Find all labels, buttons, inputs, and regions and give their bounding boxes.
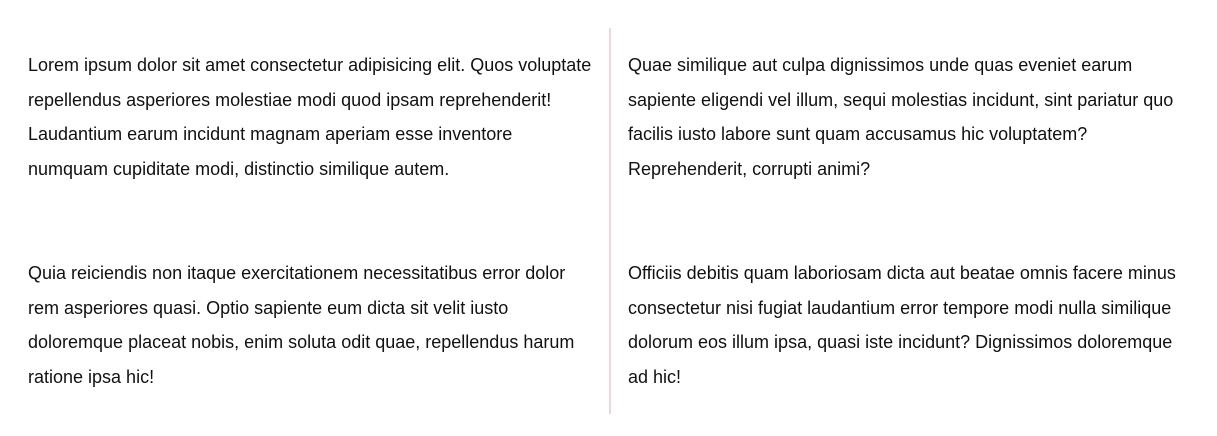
column-divider: [609, 28, 611, 414]
paragraph-bottom-right: Officiis debitis quam laboriosam dicta aut beatae omnis facere minus consectetur nisi fugiat laudantium error tempore modi nulla similique dolorum eos illum ipsa, quasi iste incidunt? Dignissimos doloremque ad hic!: [628, 263, 1176, 387]
paragraph-top-left: Lorem ipsum dolor sit amet consectetur adipisicing elit. Quos voluptate repellendus asperiores molestiae modi quod ipsam reprehenderit! Laudantium earum incidunt magnam aperiam esse inventore numquam cupiditate modi, distinctio similique autem.: [28, 55, 592, 179]
paragraph-top-right: Quae similique aut culpa dignissimos unde quas eveniet earum sapiente eligendi vel illum, sequi molestias incidunt, sint pariatur quo facilis iusto labore sunt quam accusamus hic voluptatem? Reprehenderit, corrupti animi?: [628, 55, 1174, 179]
paragraph-bottom-left: Quia reiciendis non itaque exercitationem necessitatibus error dolor rem asperiores quasi. Optio sapiente eum dicta sit velit iusto doloremque placeat nobis, enim soluta odit quae, repellendus harum ratione ipsa hic!: [28, 263, 575, 387]
